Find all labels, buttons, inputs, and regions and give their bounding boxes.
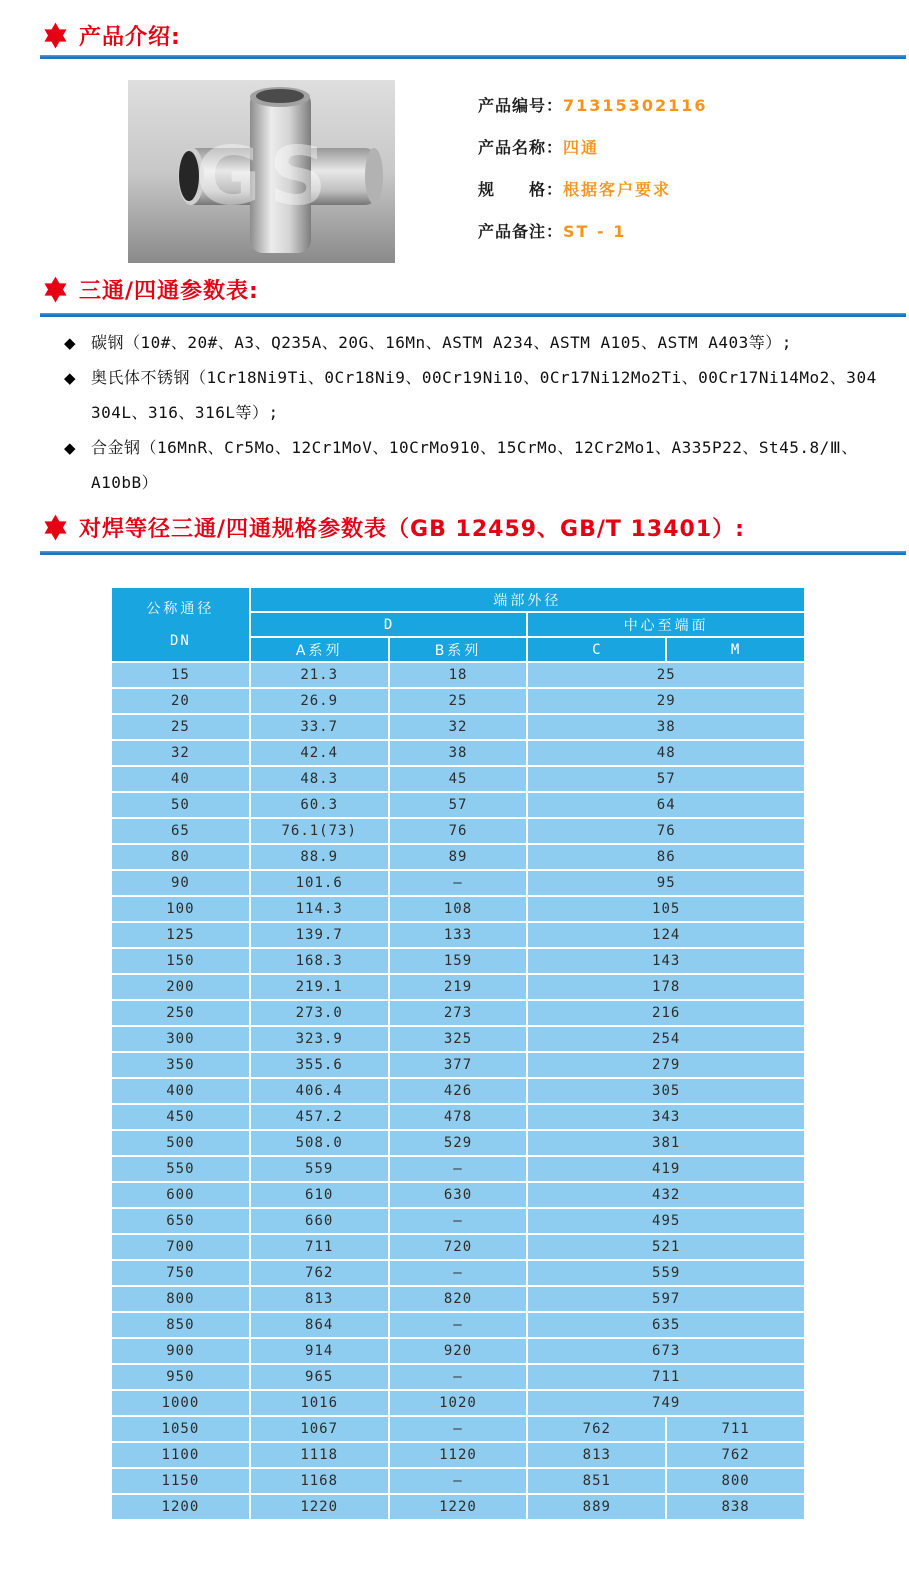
cell-c-m-merged: 38 [528,715,804,739]
cell-b-series: 219 [390,975,527,999]
table-row [112,1469,804,1493]
cell-c-m-merged: 48 [528,741,804,765]
cell-dn: 80 [112,845,249,869]
cell-a-series: 813 [251,1287,388,1311]
section-title: 三通/四通参数表: [79,279,259,304]
table-row [112,949,804,973]
product-note-value: ST - 1 [563,222,627,241]
cell-c-m-merged: 29 [528,689,804,713]
cell-dn: 950 [112,1365,249,1389]
star-icon [42,514,69,541]
cell-a-series: 406.4 [251,1079,388,1103]
cell-b-series: 18 [390,663,527,687]
cell-c: 851 [528,1469,665,1493]
table-row [112,975,804,999]
table-row [112,845,804,869]
cell-a-series: 101.6 [251,871,388,895]
cell-a-series: 711 [251,1235,388,1259]
product-info [478,94,707,244]
cell-a-series: 168.3 [251,949,388,973]
cell-a-series: 219.1 [251,975,388,999]
table-row [112,819,804,843]
table-row [112,715,804,739]
cell-a-series: 965 [251,1365,388,1389]
cell-c-m-merged: 86 [528,845,804,869]
cell-dn: 700 [112,1235,249,1259]
section-specs-title [42,512,745,543]
table-row [112,1443,804,1467]
cell-a-series: 1220 [251,1495,388,1519]
table-row [112,1339,804,1363]
cell-c-m-merged: 711 [528,1365,804,1389]
gs-watermark: GS [195,130,335,223]
cell-a-series: 762 [251,1261,388,1285]
table-row [112,897,804,921]
table-row [112,1417,804,1441]
cell-a-series: 660 [251,1209,388,1233]
cell-c-m-merged: 57 [528,767,804,791]
cell-b-series: — [390,1209,527,1233]
product-field [478,94,707,118]
cell-b-series: 720 [390,1235,527,1259]
material-item [64,332,884,367]
star-icon [42,22,69,49]
section-divider [40,313,906,317]
cell-a-series: 139.7 [251,923,388,947]
cell-dn: 750 [112,1261,249,1285]
cell-dn: 1000 [112,1391,249,1415]
cell-b-series: 1120 [390,1443,527,1467]
cell-a-series: 610 [251,1183,388,1207]
cell-c-m-merged: 25 [528,663,804,687]
cell-dn: 850 [112,1313,249,1337]
cell-b-series: 76 [390,819,527,843]
cell-b-series: 133 [390,923,527,947]
cell-dn: 250 [112,1001,249,1025]
cell-a-series: 1118 [251,1443,388,1467]
header-end-od: 端部外径 [251,588,804,611]
cell-dn: 40 [112,767,249,791]
table-row [112,1391,804,1415]
cell-c-m-merged: 521 [528,1235,804,1259]
table-row [112,1027,804,1051]
cell-b-series: 820 [390,1287,527,1311]
diamond-bullet-icon: ◆ [64,439,76,457]
cell-b-series: 108 [390,897,527,921]
cell-c-m-merged: 279 [528,1053,804,1077]
table-row [112,1313,804,1337]
cell-a-series: 1168 [251,1469,388,1493]
header-center-group: 中心至端面 [528,613,804,636]
cell-b-series: — [390,1313,527,1337]
cell-c-m-merged: 105 [528,897,804,921]
diamond-bullet-icon: ◆ [64,369,76,387]
cell-dn: 32 [112,741,249,765]
cell-b-series: 32 [390,715,527,739]
section-intro-title [42,20,181,51]
cell-c-m-merged: 635 [528,1313,804,1337]
cell-dn: 65 [112,819,249,843]
material-text: 碳钢（10#、20#、A3、Q235A、20G、16Mn、ASTM A234、ASTM A105、ASTM A403等）; [91,333,792,352]
section-divider [40,551,906,555]
cell-dn: 50 [112,793,249,817]
cell-b-series: 159 [390,949,527,973]
cell-a-series: 457.2 [251,1105,388,1129]
spec-table [110,586,806,1521]
spec-table-head [112,588,804,661]
cell-c-m-merged: 495 [528,1209,804,1233]
table-row [112,663,804,687]
cell-c-m-merged: 419 [528,1157,804,1181]
cell-a-series: 48.3 [251,767,388,791]
cell-c-m-merged: 381 [528,1131,804,1155]
table-row [112,1105,804,1129]
page-title: 产品介绍: [79,25,181,50]
cell-m: 800 [667,1469,804,1493]
cell-dn: 1050 [112,1417,249,1441]
cell-dn: 25 [112,715,249,739]
cell-c-m-merged: 673 [528,1339,804,1363]
cell-dn: 150 [112,949,249,973]
cell-dn: 1200 [112,1495,249,1519]
header-a-series: A系列 [251,638,388,661]
cell-b-series: 920 [390,1339,527,1363]
table-row [112,1079,804,1103]
header-b-series: B系列 [390,638,527,661]
table-row [112,923,804,947]
table-row [112,871,804,895]
table-row [112,793,804,817]
cell-c-m-merged: 178 [528,975,804,999]
cell-dn: 900 [112,1339,249,1363]
cell-b-series: — [390,871,527,895]
material-text: 合金钢（16MnR、Cr5Mo、12Cr1MoV、10CrMo910、15CrMo、12Cr2Mo1、A335P22、St45.8/Ⅲ、 [91,438,858,457]
cell-c-m-merged: 95 [528,871,804,895]
table-row [112,1365,804,1389]
cell-c-m-merged: 597 [528,1287,804,1311]
cell-c-m-merged: 559 [528,1261,804,1285]
cell-a-series: 508.0 [251,1131,388,1155]
cell-dn: 90 [112,871,249,895]
cell-c-m-merged: 343 [528,1105,804,1129]
material-item [64,472,884,507]
cell-dn: 450 [112,1105,249,1129]
cell-c-m-merged: 305 [528,1079,804,1103]
diamond-bullet-icon: ◆ [64,334,76,352]
section-title: 对焊等径三通/四通规格参数表（GB 12459、GB/T 13401）: [79,517,745,542]
product-field [478,220,707,244]
cell-b-series: 45 [390,767,527,791]
table-row [112,1209,804,1233]
cell-b-series: 630 [390,1183,527,1207]
material-item [64,437,884,472]
cell-b-series: 325 [390,1027,527,1051]
product-name-value: 四通 [563,138,600,157]
material-text: A10bB） [91,473,159,492]
cell-m: 711 [667,1417,804,1441]
cell-b-series: 529 [390,1131,527,1155]
table-row [112,1261,804,1285]
cell-dn: 600 [112,1183,249,1207]
table-row [112,1157,804,1181]
cell-c-m-merged: 749 [528,1391,804,1415]
table-row [112,1183,804,1207]
cell-dn: 400 [112,1079,249,1103]
cell-dn: 200 [112,975,249,999]
cell-dn: 1100 [112,1443,249,1467]
table-row [112,689,804,713]
material-item [64,367,884,402]
cell-a-series: 323.9 [251,1027,388,1051]
cell-a-series: 88.9 [251,845,388,869]
cell-m: 762 [667,1443,804,1467]
cell-b-series: 1220 [390,1495,527,1519]
cell-b-series: 426 [390,1079,527,1103]
cell-a-series: 114.3 [251,897,388,921]
cell-dn: 300 [112,1027,249,1051]
cell-a-series: 559 [251,1157,388,1181]
material-text: 304L、316、316L等）; [91,403,279,422]
table-row [112,1131,804,1155]
cell-b-series: 57 [390,793,527,817]
cell-b-series: 89 [390,845,527,869]
cell-c-m-merged: 124 [528,923,804,947]
cell-b-series: — [390,1365,527,1389]
section-divider [40,55,906,59]
cell-c-m-merged: 432 [528,1183,804,1207]
cell-m: 838 [667,1495,804,1519]
cell-c-m-merged: 143 [528,949,804,973]
cell-a-series: 914 [251,1339,388,1363]
header-c: C [528,638,665,661]
header-dn-line2: DN [169,632,191,649]
cell-a-series: 42.4 [251,741,388,765]
star-icon [42,276,69,303]
product-image [128,80,395,263]
table-row [112,1001,804,1025]
cell-a-series: 1016 [251,1391,388,1415]
cell-a-series: 26.9 [251,689,388,713]
product-name-label: 产品名称： [478,138,564,157]
cell-a-series: 21.3 [251,663,388,687]
cell-dn: 100 [112,897,249,921]
table-row [112,1235,804,1259]
cell-b-series: 38 [390,741,527,765]
cell-b-series: — [390,1157,527,1181]
product-field [478,178,707,202]
cell-c-m-merged: 216 [528,1001,804,1025]
cell-c: 813 [528,1443,665,1467]
cell-c: 762 [528,1417,665,1441]
header-dn-line1: 公称通径 [146,600,215,617]
cell-c: 889 [528,1495,665,1519]
product-spec-value: 根据客户要求 [563,180,672,199]
cell-c-m-merged: 76 [528,819,804,843]
product-spec-label: 规 格： [478,180,564,199]
table-row [112,1053,804,1077]
cell-a-series: 60.3 [251,793,388,817]
cell-c-m-merged: 254 [528,1027,804,1051]
material-item [64,402,884,437]
cell-a-series: 273.0 [251,1001,388,1025]
table-row [112,1495,804,1519]
cell-c-m-merged: 64 [528,793,804,817]
table-row [112,741,804,765]
cell-dn: 20 [112,689,249,713]
cell-dn: 1150 [112,1469,249,1493]
material-text: 奥氏体不锈钢（1Cr18Ni9Ti、0Cr18Ni9、00Cr19Ni10、0Cr17Ni12Mo2Ti、00Cr17Ni14Mo2、304 [91,368,877,387]
product-code-value: 71315302116 [563,96,708,115]
product-field [478,136,707,160]
cell-b-series: 377 [390,1053,527,1077]
cell-a-series: 1067 [251,1417,388,1441]
cell-b-series: — [390,1469,527,1493]
materials-list [64,332,884,507]
cell-a-series: 864 [251,1313,388,1337]
cell-dn: 500 [112,1131,249,1155]
cell-a-series: 355.6 [251,1053,388,1077]
cell-dn: 550 [112,1157,249,1181]
table-row [112,1287,804,1311]
cell-dn: 350 [112,1053,249,1077]
header-d-group: D [251,613,527,636]
cell-b-series: 25 [390,689,527,713]
cell-b-series: 1020 [390,1391,527,1415]
cell-b-series: — [390,1417,527,1441]
cell-a-series: 33.7 [251,715,388,739]
cell-b-series: — [390,1261,527,1285]
section-params-title [42,274,259,305]
cell-b-series: 273 [390,1001,527,1025]
product-code-label: 产品编号： [478,96,564,115]
table-row [112,767,804,791]
cell-dn: 15 [112,663,249,687]
cell-dn: 125 [112,923,249,947]
header-m: M [667,638,804,661]
cell-a-series: 76.1(73) [251,819,388,843]
cell-dn: 800 [112,1287,249,1311]
product-note-label: 产品备注： [478,222,564,241]
spec-table-body [112,663,804,1519]
cell-b-series: 478 [390,1105,527,1129]
cell-dn: 650 [112,1209,249,1233]
header-dn [112,588,249,661]
